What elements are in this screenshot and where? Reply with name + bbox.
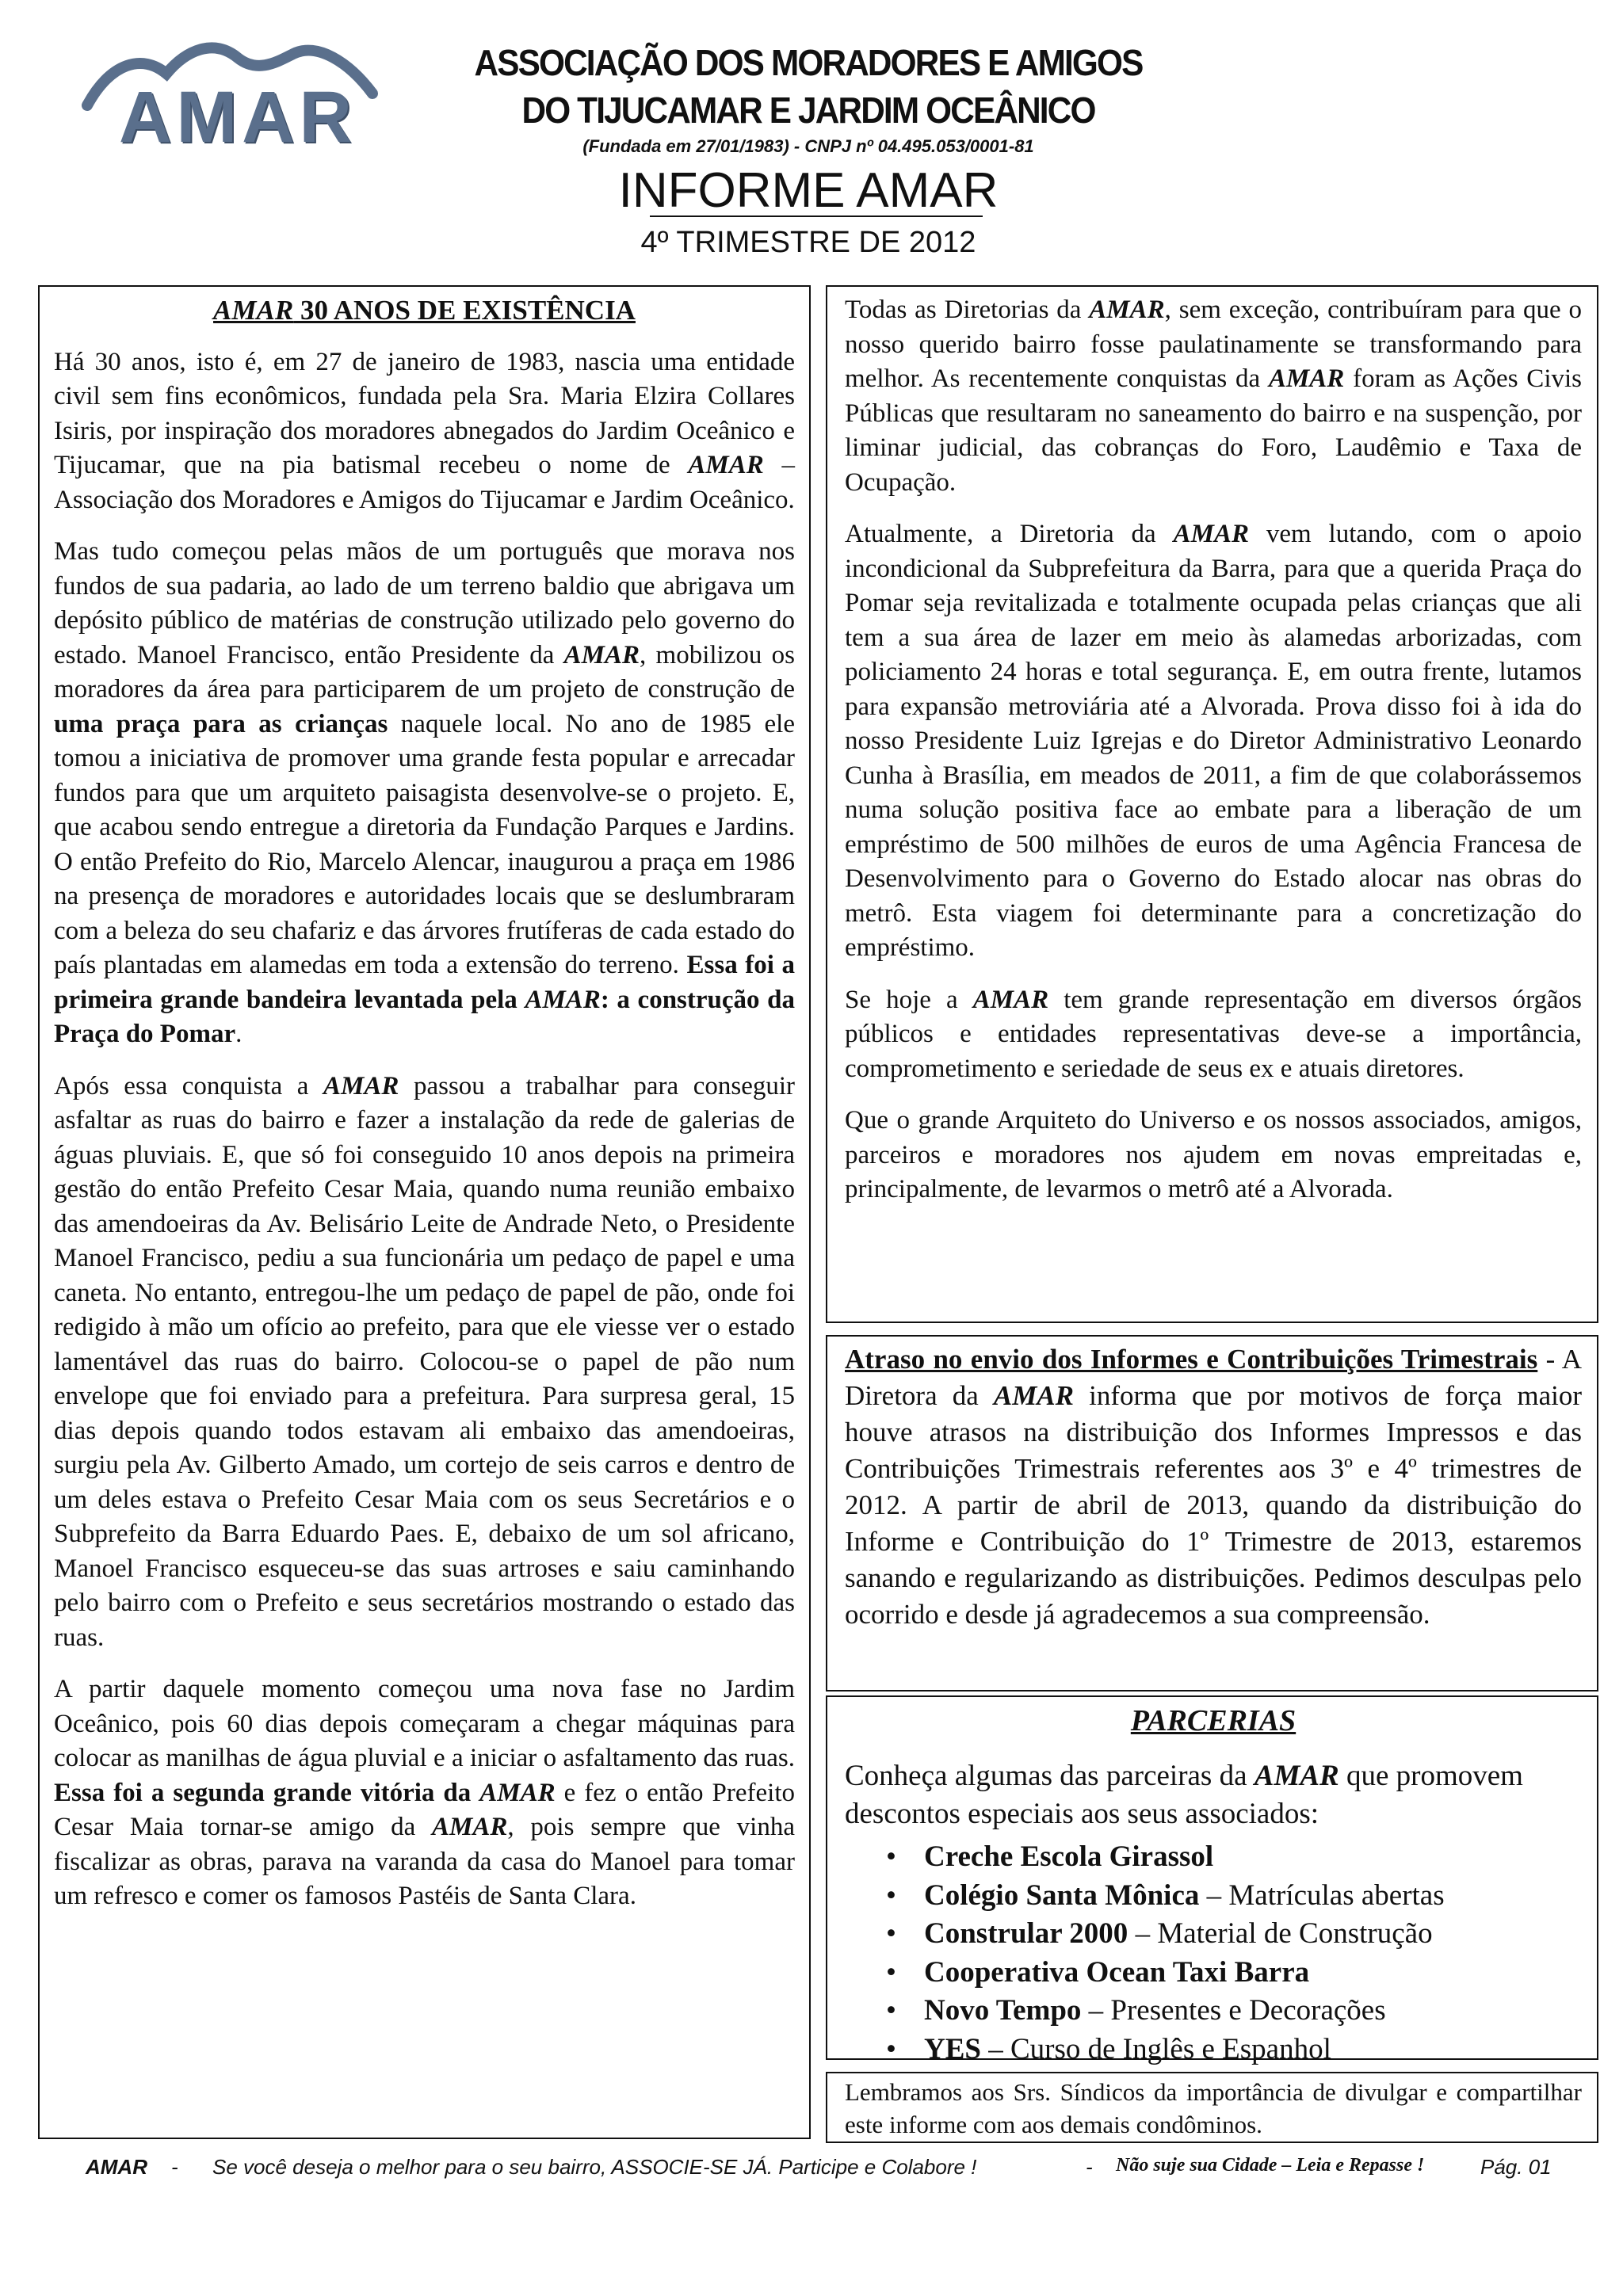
org-name-line1: ASSOCIAÇÃO DOS MORADORES E AMIGOS bbox=[474, 42, 1143, 83]
bullet-icon: • bbox=[886, 1917, 896, 1950]
bullet-icon: • bbox=[886, 1994, 896, 2027]
list-item: • Novo Tempo – Presentes e Decorações bbox=[924, 1992, 1582, 2031]
amar-logo bbox=[79, 30, 396, 165]
footer-separator: - bbox=[171, 2155, 178, 2179]
bullet-icon: • bbox=[886, 1955, 896, 1989]
footer-slogan: Se você deseja o melhor para o seu bairro, ASSOCIE-SE JÁ. Participe e Colabore ! bbox=[212, 2155, 977, 2179]
article-paragraph-2: Mas tudo começou pelas mãos de um português que morava nos fundos de sua padaria, ao lado de um terreno baldio que abrigava um depósito público de matérias de construção utilizado pelo governo do estado. Manoel Francisco, então Presidente da AMAR, mobilizou os moradores da área para participarem de um projeto de construção de uma praça para as crianças naquele local. No ano de 1985 ele tomou a iniciativa de promover uma grande festa popular e arrecadar fundos para que um arquiteto paisagista desenvolve-se o projeto. E, que acabou sendo entregue a diretoria da Fundação Parques e Jardins. O então Prefeito do Rio, Marcelo Alencar, inaugurou a praça em 1986 na presença de moradores e autoridades locais que se deslumbraram com a beleza do seu chafariz e das árvores frutíferas de cada estado do país plantadas em alamedas em toda a extensão do terreno. Essa foi a primeira grande bandeira levantada pela AMAR: a construção da Praça do Pomar. bbox=[54, 537, 795, 1048]
delay-notice: Atraso no envio dos Informes e Contribuições Trimestrais - A Diretora da AMAR informa que por motivos de força maior houve atrasos na distribuição dos Informes Impressos e das Contribuições Trimestrais referentes aos 3º e 4º trimestres de 2012. A partir de abril de 2013, quando da distribuição do Informe e Contribuição do 1º Trimestre de 2013, estaremos sanando e regularizando as distribuições. Pedimos desculpas pelo ocorrido e desde já agradecemos a sua compreensão. bbox=[845, 1344, 1583, 1630]
article-title: AMAR 30 ANOS DE EXISTÊNCIA bbox=[213, 295, 636, 326]
footer-separator: - bbox=[1086, 2155, 1093, 2179]
list-item: • Constrular 2000 – Material de Construção bbox=[924, 1915, 1582, 1954]
logo-text: AMAR bbox=[119, 77, 357, 158]
article-paragraph-1: Há 30 anos, isto é, em 27 de janeiro de 1983, nascia uma entidade civil sem fins econômicos, fundada pela Sra. Maria Elzira Collares Isiris, por inspiração dos moradores abnegados do Jardim Oceânico e Tijucamar, que na pia batismal recebeu o nome de AMAR – Associação dos Moradores e Amigos do Tijucamar e Jardim Oceânico. bbox=[54, 347, 795, 514]
list-item: • Cooperativa Ocean Taxi Barra bbox=[924, 1954, 1582, 1993]
title-divider bbox=[650, 215, 983, 217]
bullet-icon: • bbox=[886, 1840, 896, 1873]
bullet-icon: • bbox=[886, 2032, 896, 2065]
newsletter-title: INFORME AMAR bbox=[618, 163, 999, 218]
notice-title: Atraso no envio dos Informes e Contribuições Trimestrais bbox=[845, 1344, 1538, 1375]
org-name-line2: DO TIJUCAMAR E JARDIM OCEÂNICO bbox=[521, 90, 1095, 131]
right-paragraph-2: Atualmente, a Diretoria da AMAR vem lutando, com o apoio incondicional da Subprefeitura da Barra, para que a querida Praça do Pomar seja revitalizada e totalmente ocupada pelas crianças que ali tem a sua área de lazer em meio às alamedas arborizadas, com policiamento 24 horas e total segurança. E, em outra frente, lutamos para expansão metroviária até a Alvorada. Prova disso foi à ida do nosso Presidente Luiz Igrejas e do Diretor Administrativo Leonardo Cunha à Brasília, em meados de 2011, a fim de que colaborássemos numa solução positiva face ao embate para a liberação de um empréstimo de 500 milhões de euros de uma Agência Francesa de Desenvolvimento para o Governo do Estado alocar nas obras do metrô. Esta viagem foi determinante para a concretização do empréstimo. bbox=[845, 520, 1582, 962]
footer-slogan-2: Não suje sua Cidade – Leia e Repasse ! bbox=[1116, 2155, 1425, 2176]
bullet-icon: • bbox=[886, 1878, 896, 1912]
page-footer bbox=[86, 2155, 1560, 2187]
founded-info: (Fundada em 27/01/1983) - CNPJ nº 04.495.053/0001-81 bbox=[582, 136, 1034, 156]
article-paragraph-4: A partir daquele momento começou uma nova fase no Jardim Oceânico, pois 60 dias depois começaram a chegar máquinas para colocar as manilhas de água pluvial e a iniciar o asfaltamento das ruas. Essa foi a segunda grande vitória da AMAR e fez o então Prefeito Cesar Maia tornar-se amigo da AMAR, pois sempre que vinha fiscalizar as obras, parava na varanda da casa do Manoel para tomar um refresco e comer os famosos Pastéis de Santa Clara. bbox=[54, 1675, 795, 1910]
list-item: • Colégio Santa Mônica – Matrículas abertas bbox=[924, 1877, 1582, 1916]
right-paragraph-3: Se hoje a AMAR tem grande representação em diversos órgãos públicos e entidades representativas deve-se a importância, comprometimento e seriedade de seus ex e atuais diretores. bbox=[845, 985, 1583, 1083]
page-number: Pág. 01 bbox=[1480, 2155, 1552, 2179]
right-paragraph-1: Todas as Diretorias da AMAR, sem exceção, contribuíram para que o nosso querido bairro fosse paulatinamente se transformando para melhor. As recentemente conquistas da AMAR foram as Ações Civis Públicas que resultaram no saneamento do bairro e na suspenção, por liminar judicial, das cobranças do Foro, Laudêmio e Taxa de Ocupação. bbox=[845, 296, 1582, 497]
main-article bbox=[54, 293, 795, 1914]
partners-title: PARCERIAS bbox=[1130, 1704, 1296, 1737]
right-article bbox=[845, 293, 1582, 1207]
list-item: • YES – Curso de Inglês e Espanhol bbox=[924, 2031, 1582, 2069]
footer-amar: AMAR bbox=[86, 2155, 147, 2179]
trimester-label: 4º TRIMESTRE DE 2012 bbox=[640, 226, 976, 259]
article-paragraph-3: Após essa conquista a AMAR passou a trabalhar para conseguir asfaltar as ruas do bairro e fazer a instalação da rede de galerias de águas pluviais. E, que só foi conseguido 10 anos depois na primeira gestão do então Prefeito Cesar Maia, quando numa reunião embaixo das amendoeiras da Av. Belisário Leite de Andrade Neto, o Presidente Manoel Francisco, pediu a sua funcionária um pedaço de papel e uma caneta. No entanto, entregou-lhe um pedaço de papel de pão, onde foi redigido à mão um ofício ao prefeito, para que ele viesse ver o estado lamentável das ruas do bairro. Colocou-se o papel de pão num envelope que foi enviado para a prefeitura. Para surpresa geral, 15 dias depois quando todos estavam ali embaixo das amendoeiras, surgiu pela Av. Gilberto Amado, um cortejo de seis carros e dentro de um deles estava o Prefeito Cesar Maia com os seus Secretários e o Subprefeito da Barra Eduardo Paes. E, debaixo de um sol africano, Manoel Francisco esqueceu-se das suas artroses e saiu caminhando pelo bairro com o Prefeito e seus secretários mostrando o estado das ruas. bbox=[54, 1071, 795, 1652]
reminder-note: Lembramos aos Srs. Síndicos da importância de divulgar e compartilhar este informe com aos demais condôminos. bbox=[845, 2078, 1582, 2138]
right-paragraph-4: Que o grande Arquiteto do Universo e os nossos associados, amigos, parceiros e moradores nos ajudem em novas empreitadas e, principalmente, de levarmos o metrô até a Alvorada. bbox=[845, 1106, 1582, 1203]
partners-section bbox=[845, 1702, 1582, 2069]
partners-intro: Conheça algumas das parceiras da AMAR que promovem descontos especiais aos seus associados: bbox=[845, 1760, 1523, 1830]
list-item: • Creche Escola Girassol bbox=[924, 1838, 1582, 1877]
partners-list bbox=[845, 1838, 1582, 2069]
